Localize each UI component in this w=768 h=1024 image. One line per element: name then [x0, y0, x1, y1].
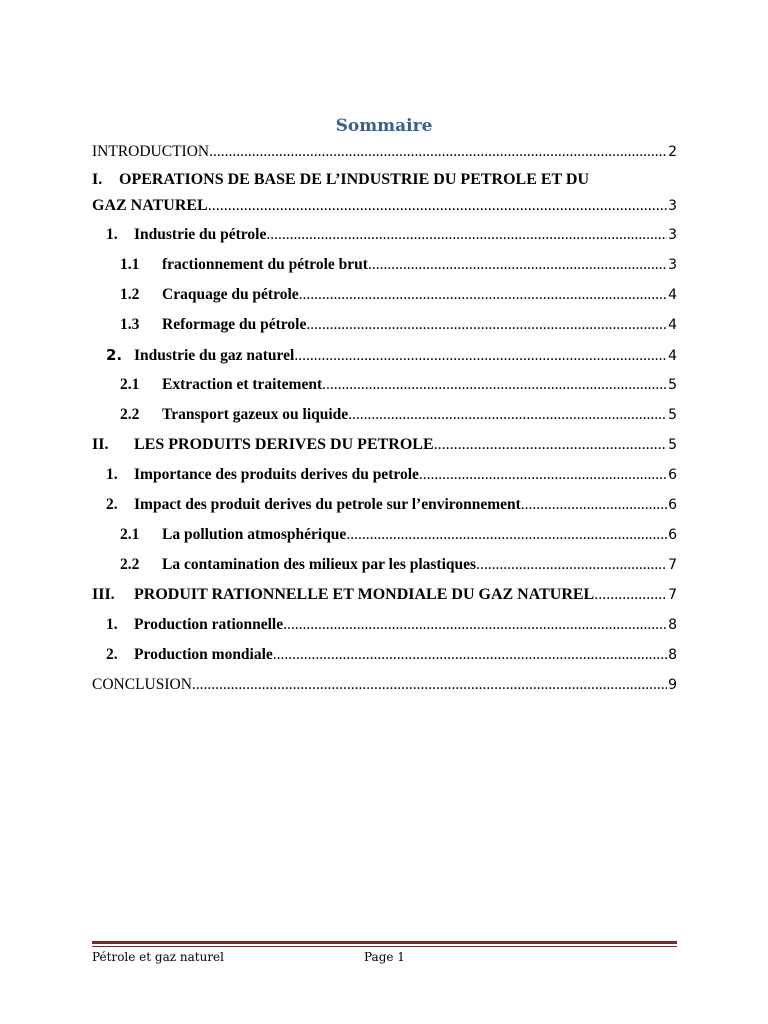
toc-entry-text: La pollution atmosphérique [162, 526, 347, 543]
toc-entry-section-1[interactable] [92, 168, 677, 218]
toc-leader-dots [434, 433, 667, 457]
toc-entry-page: 4 [668, 348, 677, 364]
toc-entry-text: LES PRODUITS DERIVES DU PETROLE [134, 436, 434, 453]
toc-entry-2-1-importance[interactable] [92, 463, 677, 487]
toc-entry-1[interactable] [92, 223, 677, 247]
toc-entry-number: 1.3 [120, 316, 140, 333]
toc-entry-1-2[interactable] [92, 283, 677, 307]
toc-entry-number: II. [92, 436, 109, 453]
toc-entry-number: 1.1 [120, 256, 140, 273]
toc-entry-number: 1. [106, 616, 118, 633]
toc-leader-dots [283, 613, 667, 637]
toc-leader-dots [322, 373, 667, 397]
toc-entry-text: Production mondiale [134, 646, 273, 663]
toc-entry-page: 2 [668, 144, 677, 160]
toc-leader-dots [346, 523, 667, 547]
toc-entry-number: 2. [106, 346, 123, 364]
toc-entry-text: La contamination des milieux par les plastiques [162, 556, 477, 573]
page-title: Sommaire [335, 116, 433, 136]
toc-leader-dots [368, 253, 667, 277]
toc-leader-dots [266, 223, 667, 247]
toc-entry-text: Production rationnelle [134, 616, 284, 633]
toc-leader-dots [419, 463, 667, 487]
toc-leader-dots [521, 493, 667, 517]
toc-entry-section-3[interactable] [92, 583, 677, 607]
toc-entry-page: 6 [668, 497, 677, 513]
toc-entry-page: 5 [668, 377, 677, 393]
footer-document-title: Pétrole et gaz naturel [92, 950, 224, 964]
toc-entry-conclusion[interactable] [92, 673, 677, 697]
toc-entry-page: 3 [668, 227, 677, 243]
toc-entry-text: Extraction et traitement [162, 376, 323, 393]
toc-entry-number: 2. [106, 646, 118, 663]
toc-entry-page: 5 [668, 437, 677, 453]
toc-entry-introduction[interactable] [92, 140, 677, 164]
toc-entry-number: 2.2 [120, 556, 140, 573]
toc-entry-text: PRODUIT RATIONNELLE ET MONDIALE DU GAZ NATUREL [134, 586, 595, 603]
toc-entry-contamination[interactable] [92, 553, 677, 577]
toc-entry-page: 4 [668, 287, 677, 303]
toc-entry-page: 6 [668, 467, 677, 483]
toc-leader-dots [476, 553, 667, 577]
toc-entry-2-2[interactable] [92, 403, 677, 427]
toc-leader-dots [273, 643, 667, 667]
toc-entry-text: CONCLUSION [92, 676, 192, 693]
toc-entry-number: 2.2 [120, 406, 140, 423]
toc-entry-number: 2.1 [120, 376, 140, 393]
toc-entry-3-2[interactable] [92, 643, 677, 667]
toc-entry-text-line1: OPERATIONS DE BASE DE L’INDUSTRIE DU PETROLE ET DU [119, 171, 590, 188]
toc-entry-text: Impact des produit derives du petrole sur l’environnement [134, 496, 521, 513]
toc-entry-text: INTRODUCTION [92, 143, 210, 160]
toc-entry-page: 5 [668, 407, 677, 423]
toc-entry-2[interactable] [92, 343, 677, 368]
footer-rule-thick [92, 941, 677, 944]
toc-entry-page: 4 [668, 317, 677, 333]
toc-entry-page: 7 [668, 587, 677, 603]
toc-leader-dots [209, 140, 667, 164]
toc-entry-page: 3 [668, 257, 677, 273]
toc-entry-text: Reformage du pétrole [162, 316, 307, 333]
toc-entry-page: 9 [668, 677, 677, 693]
toc-entry-section-2[interactable] [92, 433, 677, 457]
footer-page-number: Page 1 [364, 950, 405, 964]
toc-entry-text: Industrie du pétrole [134, 226, 267, 243]
toc-entry-3-1[interactable] [92, 613, 677, 637]
toc-entry-page: 8 [668, 617, 677, 633]
toc-entry-page: 6 [668, 527, 677, 543]
toc-entry-page: 3 [668, 198, 677, 214]
toc-leader-dots [348, 403, 667, 427]
toc-entry-number: 2. [106, 496, 118, 513]
toc-entry-1-3[interactable] [92, 313, 677, 337]
toc-entry-page: 7 [668, 557, 677, 573]
toc-entry-number: 1. [106, 226, 118, 243]
toc-entry-number: 1. [106, 466, 118, 483]
toc-entry-text: Craquage du pétrole [162, 286, 299, 303]
toc-leader-dots [299, 283, 667, 307]
toc-leader-dots [208, 194, 667, 218]
toc-entry-number: 2.1 [120, 526, 140, 543]
toc-entry-page: 8 [668, 647, 677, 663]
toc-entry-text: Transport gazeux ou liquide [162, 406, 349, 423]
toc-leader-dots [192, 673, 667, 697]
toc-entry-text: fractionnement du pétrole brut [162, 256, 368, 273]
toc-entry-1-1[interactable] [92, 253, 677, 277]
toc-leader-dots [594, 583, 667, 607]
toc-entry-pollution[interactable] [92, 523, 677, 547]
toc-leader-dots [306, 313, 667, 337]
toc-leader-dots [294, 344, 667, 368]
toc-entry-number: I. [92, 171, 103, 188]
footer-rule-thin [92, 946, 677, 947]
toc-entry-2-2-impact[interactable] [92, 493, 677, 517]
toc-entry-number: 1.2 [120, 286, 140, 303]
toc-entry-text: Industrie du gaz naturel [134, 347, 295, 364]
toc-entry-number: III. [92, 586, 115, 603]
toc-entry-text: Importance des produits derives du petrole [134, 466, 419, 483]
toc-entry-text: GAZ NATUREL [92, 197, 208, 214]
toc-entry-2-1[interactable] [92, 373, 677, 397]
